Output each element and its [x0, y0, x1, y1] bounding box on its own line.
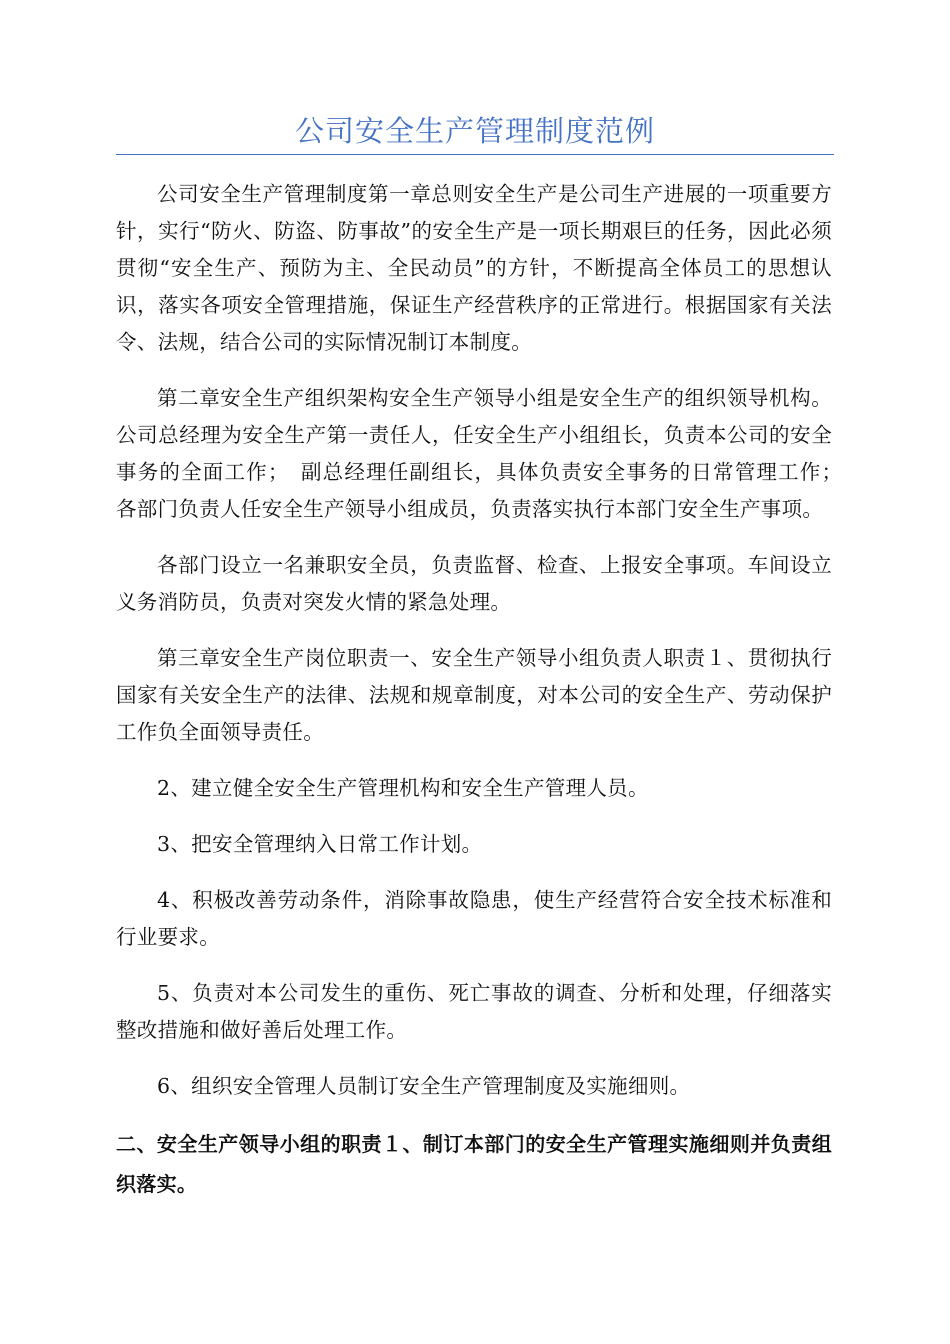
paragraph-duties-intro: 第三章安全生产岗位职责一、安全生产领导小组负责人职责１、贯彻执行国家有关安全生产的法律、法规和规章制度，对本公司的安全生产、劳动保护工作负全面领导责任。: [116, 646, 832, 744]
document-title: 公司安全生产管理制度范例: [294, 114, 655, 148]
paragraph-duty-3: 3、把安全管理纳入日常工作计划。: [157, 832, 483, 856]
paragraph-organization: 第二章安全生产组织架构安全生产领导小组是安全生产的组织领导机构。公司总经理为安全生产第一责任人，任安全生产小组组长，负责本公司的安全事务的全面工作； 副总经理任副组长，具体负责安全事务的日常管理工作； 各部门负责人任安全生产领导小组成员，负责落实执行本部门安全生产事项。: [116, 386, 853, 521]
title-underline: [116, 154, 834, 155]
paragraph-duty-4: 4、积极改善劳动条件，消除事故隐患，使生产经营符合安全技术标准和行业要求。: [116, 888, 832, 949]
document-body: [116, 176, 853, 1223]
paragraph-general-provisions: 公司安全生产管理制度第一章总则安全生产是公司生产进展的一项重要方针，实行“防火、防盗、防事故”的安全生产是一项长期艰巨的任务，因此必须贯彻“安全生产、预防为主、全民动员”的方针，不断提高全体员工的思想认识，落实各项安全管理措施，保证生产经营秩序的正常进行。根据国家有关法令、法规，结合公司的实际情况制订本制度。: [116, 182, 832, 354]
paragraph-duty-2: 2、建立健全安全生产管理机构和安全生产管理人员。: [157, 776, 649, 800]
section-heading-leadership-duties: 二、安全生产领导小组的职责１、制订本部门的安全生产管理实施细则并负责组织落实。: [116, 1132, 832, 1196]
paragraph-duty-5: 5、负责对本公司发生的重伤、死亡事故的调查、分析和处理，仔细落实整改措施和做好善后处理工作。: [116, 981, 832, 1042]
paragraph-duty-6: 6、组织安全管理人员制订安全生产管理制度及实施细则。: [157, 1074, 691, 1098]
paragraph-safety-officers: 各部门设立一名兼职安全员，负责监督、检查、上报安全事项。车间设立义务消防员，负责对突发火情的紧急处理。: [116, 553, 832, 614]
